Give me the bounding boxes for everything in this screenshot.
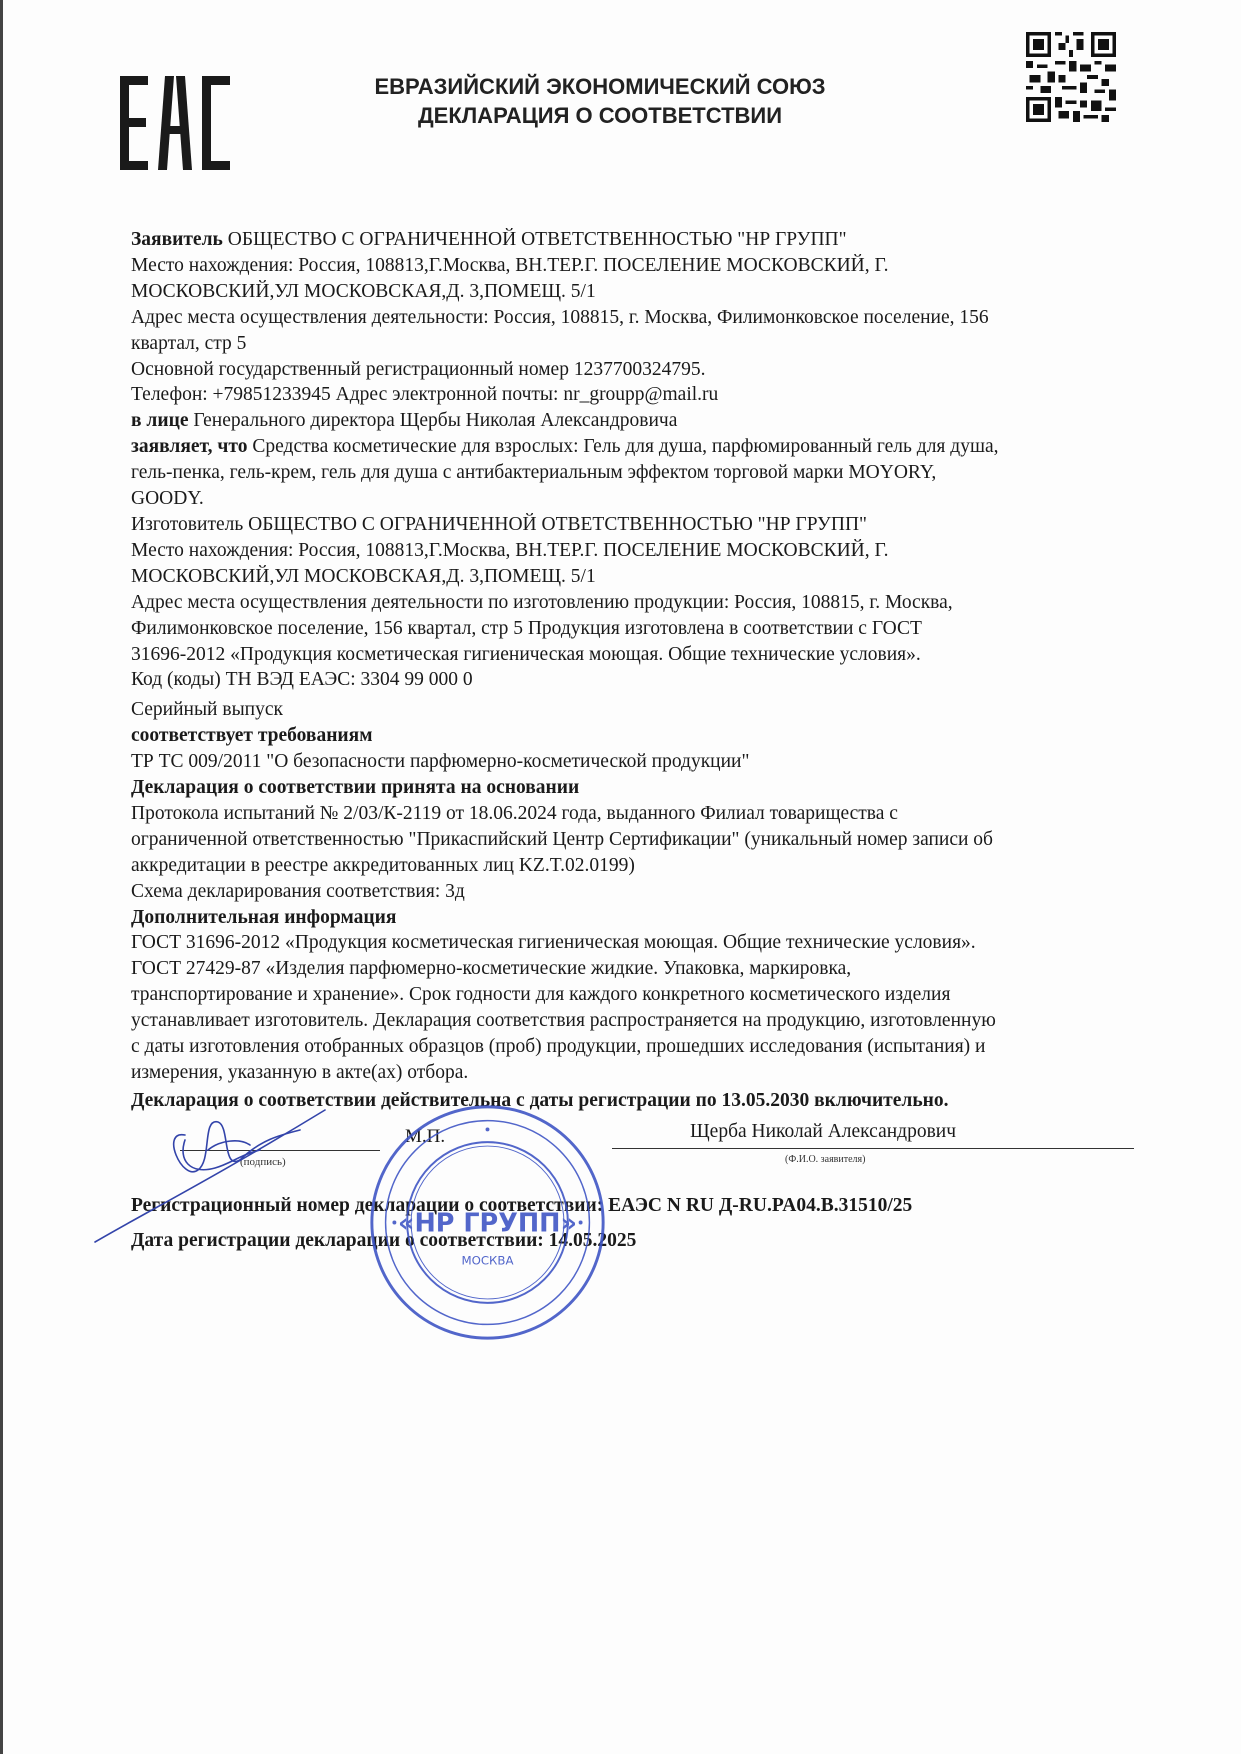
product-line-2: гель-пенка, гель-крем, гель для душа с антибактериальным эффектом торговой марки MOYORY,	[131, 462, 937, 484]
requirements-label: соответствует требованиям	[131, 725, 373, 747]
additional-line-6: измерения, указанную в акте(ах) отбора.	[131, 1062, 469, 1083]
additional-line-4: устанавливает изготовитель. Декларация соответствия распространяется на продукцию, изготовленную	[131, 1010, 996, 1032]
product-line-1	[131, 434, 1131, 460]
fio-caption: (Ф.И.О. заявителя)	[785, 1154, 866, 1165]
scheme-line: Схема декларирования соответствия: 3д	[131, 880, 465, 902]
additional-line-1: ГОСТ 31696-2012 «Продукция косметическая гигиеническая моющая. Общие технические условия».	[131, 932, 976, 954]
scan-edge	[0, 0, 3, 1754]
applicant-contacts: Телефон: +79851233945 Адрес электронной почты: nr_groupp@mail.ru	[131, 384, 719, 406]
manufacturer-line: Изготовитель ОБЩЕСТВО С ОГРАНИЧЕННОЙ ОТВЕТСТВЕННОСТЬЮ "НР ГРУПП"	[131, 513, 867, 535]
basis-line-2: ограниченной ответственностью "Прикаспийский Центр Сертификации" (уникальный номер записи об	[131, 828, 993, 850]
document-title	[300, 72, 900, 130]
person-label: в лице	[131, 410, 189, 432]
qr-code-icon	[1026, 32, 1116, 122]
serial-release: Серийный выпуск	[131, 699, 283, 721]
registration-number: Регистрационный номер декларации о соответствии: ЕАЭС N RU Д-RU.PA04.B.31510/25	[131, 1195, 913, 1216]
registration-date: Дата регистрации декларации о соответствии: 14.05.2025	[131, 1230, 637, 1251]
fio-line	[612, 1148, 1134, 1149]
applicant-person-line	[131, 408, 1131, 434]
product-text-1: Средства косметические для взрослых: Гель для душа, парфюмированный гель для душа,	[247, 436, 999, 458]
title-line-2: ДЕКЛАРАЦИЯ О СООТВЕТСТВИИ	[417, 103, 783, 128]
applicant-fio: Щерба Николай Александрович	[690, 1121, 957, 1142]
applicant-location-1: Место нахождения: Россия, 108813,Г.Москва, ВН.ТЕР.Г. ПОСЕЛЕНИЕ МОСКОВСКИЙ, Г.	[131, 254, 889, 276]
title-line-1: ЕВРАЗИЙСКИЙ ЭКОНОМИЧЕСКИЙ СОЮЗ	[374, 74, 826, 99]
stamp-city: МОСКВА	[461, 1253, 514, 1268]
applicant-name: ОБЩЕСТВО С ОГРАНИЧЕННОЙ ОТВЕТСТВЕННОСТЬЮ "НР ГРУПП"	[222, 229, 847, 250]
manufacturer-production-3: 31696-2012 «Продукция косметическая гигиеническая моющая. Общие технические условия».	[131, 643, 921, 665]
manufacturer-location-2: МОСКОВСКИЙ,УЛ МОСКОВСКАЯ,Д. 3,ПОМЕЩ. 5/1	[131, 565, 596, 587]
signature-caption: (подпись)	[240, 1156, 286, 1168]
tnved-code: Код (коды) ТН ВЭД ЕАЭС: 3304 99 000 0	[131, 669, 473, 691]
additional-line-5: с даты изготовления отобранных образцов (проб) продукции, прошедших исследования (испытания) и	[131, 1036, 986, 1058]
validity-statement: Декларация о соответствии действительна с даты регистрации по 13.05.2030 включительно.	[131, 1090, 949, 1111]
applicant-activity-1: Адрес места осуществления деятельности: Россия, 108815, г. Москва, Филимонковское поселение, 156	[131, 306, 989, 328]
product-line-3: GOODY.	[131, 488, 204, 510]
stamp-place-label: М.П.	[405, 1126, 446, 1147]
basis-line-1: Протокола испытаний № 2/03/К-2119 от 18.06.2024 года, выданного Филиал товарищества с	[131, 802, 898, 824]
company-stamp	[365, 1100, 610, 1345]
additional-line-3: транспортирование и хранение». Срок годности для каждого конкретного косметического изделия	[131, 984, 951, 1006]
additional-line-2: ГОСТ 27429-87 «Изделия парфюмерно-косметические жидкие. Упаковка, маркировка,	[131, 958, 852, 980]
applicant-label: Заявитель	[131, 229, 223, 250]
applicant-ogrn: Основной государственный регистрационный номер 1237700324795.	[131, 358, 706, 380]
declares-label: заявляет, что	[131, 436, 248, 458]
manufacturer-production-1: Адрес места осуществления деятельности по изготовлению продукции: Россия, 108815, г. Москва,	[131, 591, 953, 613]
basis-line-3: аккредитации в реестре аккредитованных лиц KZ.T.02.0199)	[131, 854, 635, 876]
manufacturer-production-2: Филимонковское поселение, 156 квартал, стр 5 Продукция изготовлена в соответствии с ГОСТ	[131, 617, 922, 639]
person-name: Генерального директора Щербы Николая Александровича	[188, 410, 678, 432]
additional-label: Дополнительная информация	[131, 906, 397, 928]
applicant-location-2: МОСКОВСКИЙ,УЛ МОСКОВСКАЯ,Д. 3,ПОМЕЩ. 5/1	[131, 280, 596, 302]
eac-logo-icon	[120, 76, 230, 170]
basis-label: Декларация о соответствии принята на основании	[131, 777, 580, 799]
declaration-body	[131, 227, 1131, 1086]
applicant-activity-2: квартал, стр 5	[131, 332, 247, 354]
applicant-line	[131, 227, 1131, 253]
handwritten-signature	[90, 1100, 330, 1245]
requirements-text: ТР ТС 009/2011 "О безопасности парфюмерно-косметической продукции"	[131, 751, 750, 773]
stamp-company-name: «НР ГРУПП»	[398, 1208, 577, 1239]
manufacturer-location-1: Место нахождения: Россия, 108813,Г.Москва, ВН.ТЕР.Г. ПОСЕЛЕНИЕ МОСКОВСКИЙ, Г.	[131, 539, 889, 561]
